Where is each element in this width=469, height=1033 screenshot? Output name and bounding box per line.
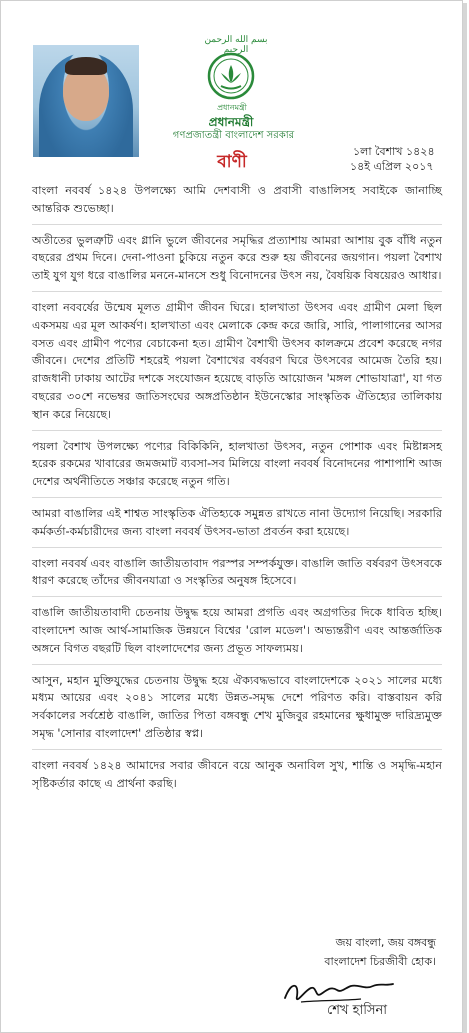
paragraph: বাঙালি জাতীয়তাবাদী চেতনায় উদ্বুদ্ধ হয়ে আমরা প্রগতি এবং অগ্রগতির দিকে ধাবিত হচ্ছি। বাংলাদেশ আজ আর্থ-সামাজিক উন্নয়নে বিশ্বের 'রোল মডেল'। অভ্যন্তরীণ এবং আন্তর্জাতিক অঙ্গনে বিগত বছরটি ছিল বাংলাদেশের জন্য প্রভূত সাফল্যময়। (32, 604, 442, 664)
emblem-label: প্রধানমন্ত্রী (217, 103, 247, 112)
closing-line-2: বাংলাদেশ চিরজীবী হোক। (324, 955, 436, 968)
paragraph: অতীতের ভুলত্রুটি এবং গ্লানি ভুলে জীবনের সমৃদ্ধির প্রত্যাশায় আমরা আশায় বুক বাঁধি নতুন বছরের প্রথম দিনে। দেনা-পাওনা চুকিয়ে নতুন করে শুরু হয় জীবনের জয়গান। পয়লা বৈশাখ তাই যুগ যুগ ধরে বাঙালির মননে-মানসে শুধু বিনোদনের উৎস নয়, বৈষয়িক বিষয়েরও আধার। (32, 232, 442, 292)
paragraph: পয়লা বৈশাখ উপলক্ষ্যে পণ্যের বিকিকিনি, হালখাতা উৎসব, নতুন পোশাক এবং মিষ্টান্নসহ হরেক রকমের খাবারের জমজমাট ব্যবসা-সব মিলিয়ে বাংলা নববর্ষ বিনোদনের পাশাপাশি আজ দেশের অর্থনীতিতে সঞ্চার করেছে নতুন গতি। (32, 438, 442, 498)
paragraph: আসুন, মহান মুক্তিযুদ্ধের চেতনায় উদ্বুদ্ধ হয়ে ঐক্যবদ্ধভাবে বাংলাদেশকে ২০২১ সালের মধ্যে মধ্যম আয়ের এবং ২০৪১ সালের মধ্যে উন্নত-সমৃদ্ধ দেশে পরিণত করি। বাস্তবায়ন করি সর্বকালের সর্বশ্রেষ্ঠ বাঙালি, জাতির পিতা বঙ্গবন্ধু শেখ মুজিবুর রহমানের ক্ষুধামুক্ত দারিদ্র্যমুক্ত সমৃদ্ধ 'সোনার বাংলাদেশ' প্রতিষ্ঠার স্বপ্ন। (32, 672, 442, 750)
date-bangla: ১লা বৈশাখ ১৪২৪ (353, 145, 435, 158)
message-body (32, 182, 442, 805)
closing-slogans (256, 933, 436, 971)
pm-emblem-icon (206, 51, 256, 101)
government-name: গণপ্রজাতন্ত্রী বাংলাদেশ সরকার (172, 130, 295, 141)
paragraph: আমরা বাঙালির এই শাশ্বত সাংস্কৃতিক ঐতিহ্যকে সমুন্নত রাখতে নানা উদ্যোগ নিয়েছি। সরকারি কর্মকর্তা-কর্মচারীদের জন্য বাংলা নববর্ষ উৎসব-ভাতা প্রবর্তন করা হয়েছে। (32, 505, 442, 548)
signatory-name: শেখ হাসিনা (327, 1003, 388, 1018)
date-gregorian: ১৪ই এপ্রিল ২০১৭ (350, 160, 434, 173)
closing-line-1: জয় বাংলা, জয় বঙ্গবন্ধু (335, 936, 436, 949)
prime-minister-photo (33, 45, 139, 157)
office-title: প্রধানমন্ত্রী (208, 115, 254, 129)
paragraph: বাংলা নববর্ষ এবং বাঙালি জাতীয়তাবাদ পরস্পর সম্পর্কযুক্ত। বাঙালি জাতি বর্ষবরণ উৎসবকে ধারণ করেছে তাঁদের জীবনযাত্রা ও সংস্কৃতির অনুষঙ্গ হিসেবে। (32, 555, 442, 598)
message-title: বাণী (217, 152, 247, 172)
paragraph: বাংলা নববর্ষের উন্মেষ মূলত গ্রামীণ জীবন ঘিরে। হালখাতা উৎসব এবং গ্রামীণ মেলা ছিল একসময় এর মূল আকর্ষণ। হালখাতা এবং মেলাকে কেন্দ্র করে জারি, সারি, পালাগানের আসর বসত এবং গ্রামীণ পণ্যের বেচাকেনা হত। গ্রামীণ বৈশাখী উৎসব কালক্রমে প্রবেশ করেছে নগর জীবনে। দেশের প্রতিটি শহরেই পয়লা বৈশাখের বর্ষবরণ ঘিরে উৎসবের আমেজ তৈরি হয়। রাজধানী ঢাকায় আটের দশকে সংযোজন হয়েছে বাড়তি আয়োজন 'মঙ্গল শোভাযাত্রা', যা গত বছরের ৩০শে নভেম্বর জাতিসংঘের অঙ্গপ্রতিষ্ঠান ইউনেস্কোর সাংস্কৃতিক ঐতিহ্যের তালিকায় স্থান করে নিয়েছে। (32, 299, 442, 431)
header (1, 1, 462, 176)
bismillah-calligraphy: بسم الله الرحمن الرحيم (204, 35, 268, 55)
paragraph: বাংলা নববর্ষ ১৪২৪ উপলক্ষ্যে আমি দেশবাসী ও প্রবাসী বাঙালিসহ সবাইকে জানাচ্ছি আন্তরিক শুভেচ্ছা। (32, 182, 442, 225)
paragraph: বাংলা নববর্ষ ১৪২৪ আমাদের সবার জীবনে বয়ে আনুক অনাবিল সুখ, শান্তি ও সমৃদ্ধি-মহান সৃষ্টিকর্তার কাছে এ প্রার্থনা করছি। (32, 758, 442, 790)
